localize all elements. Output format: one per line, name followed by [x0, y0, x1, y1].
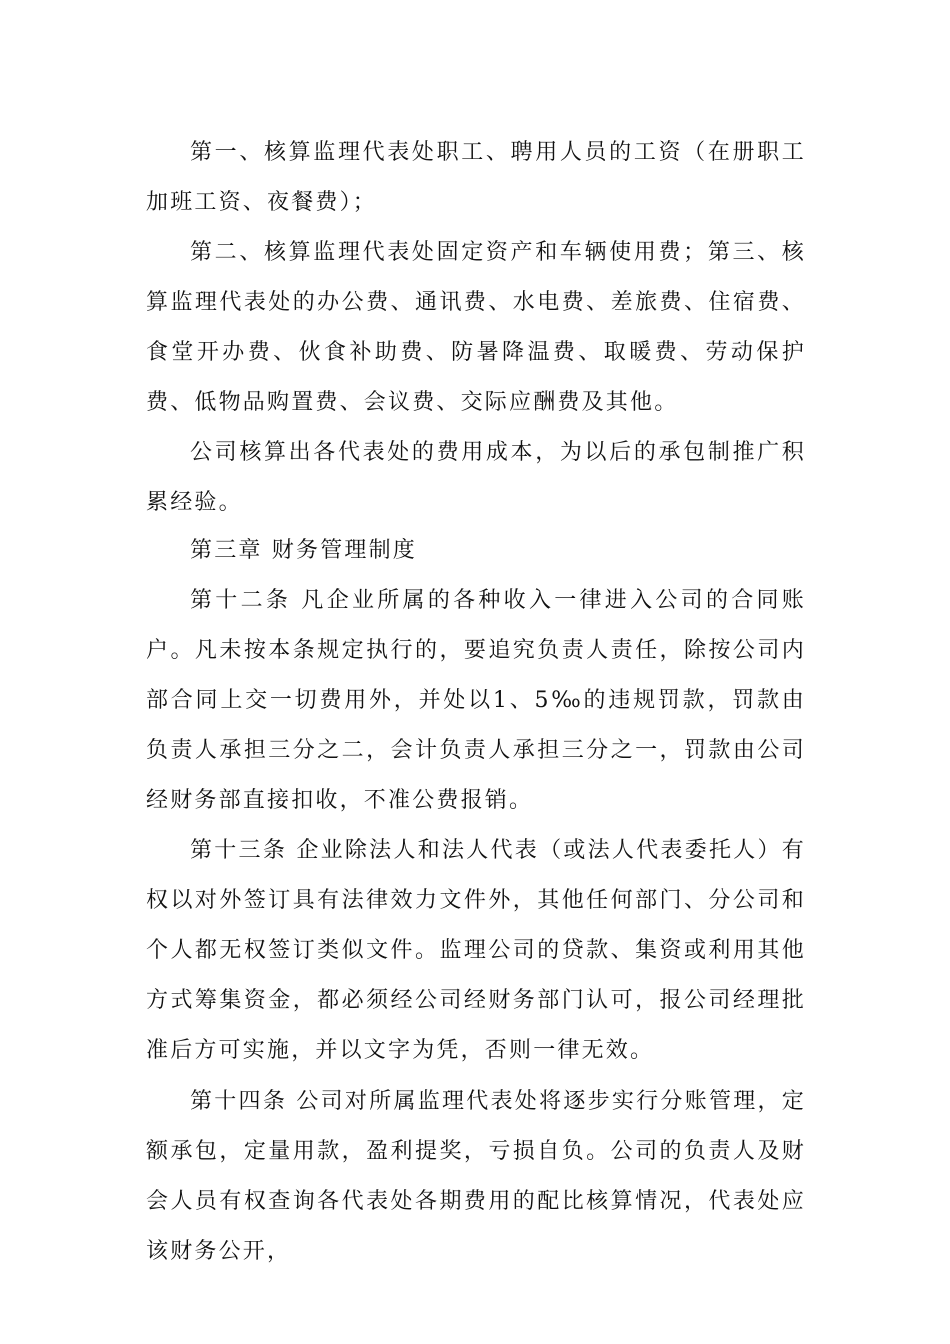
- paragraph-1: 第一、核算监理代表处职工、聘用人员的工资（在册职工加班工资、夜餐费）；: [146, 140, 806, 215]
- chapter-heading: 第三章 财务管理制度: [190, 538, 417, 563]
- article-14: 第十四条 公司对所属监理代表处将逐步实行分账管理，定额承包，定量用款，盈利提奖，亏损自负。公司的负责人及财会人员有权查询各代表处各期费用的配比核算情况，代表处应该财务公开，: [146, 1089, 806, 1264]
- article-13: 第十三条 企业除法人和法人代表（或法人代表委托人）有权以对外签订具有法律效力文件外，其他任何部门、分公司和个人都无权签订类似文件。监理公司的贷款、集资或利用其他方式筹集资金，都必须经公司经财务部门认可，报公司经理批准后方可实施，并以文字为凭，否则一律无效。: [146, 838, 806, 1063]
- article-12: 第十二条 凡企业所属的各种收入一律进入公司的合同账户。凡未按本条规定执行的，要追究负责人责任，除按公司内部合同上交一切费用外，并处以1、5‰的违规罚款，罚款由负责人承担三分之二，会计负责人承担三分之一，罚款由公司经财务部直接扣收，不准公费报销。: [146, 588, 806, 813]
- paragraph-2: 第二、核算监理代表处固定资产和车辆使用费；第三、核算监理代表处的办公费、通讯费、水电费、差旅费、住宿费、食堂开办费、伙食补助费、防暑降温费、取暖费、劳动保护费、低物品购置费、会议费、交际应酬费及其他。: [146, 240, 806, 415]
- paragraph-3: 公司核算出各代表处的费用成本，为以后的承包制推广积累经验。: [146, 440, 806, 515]
